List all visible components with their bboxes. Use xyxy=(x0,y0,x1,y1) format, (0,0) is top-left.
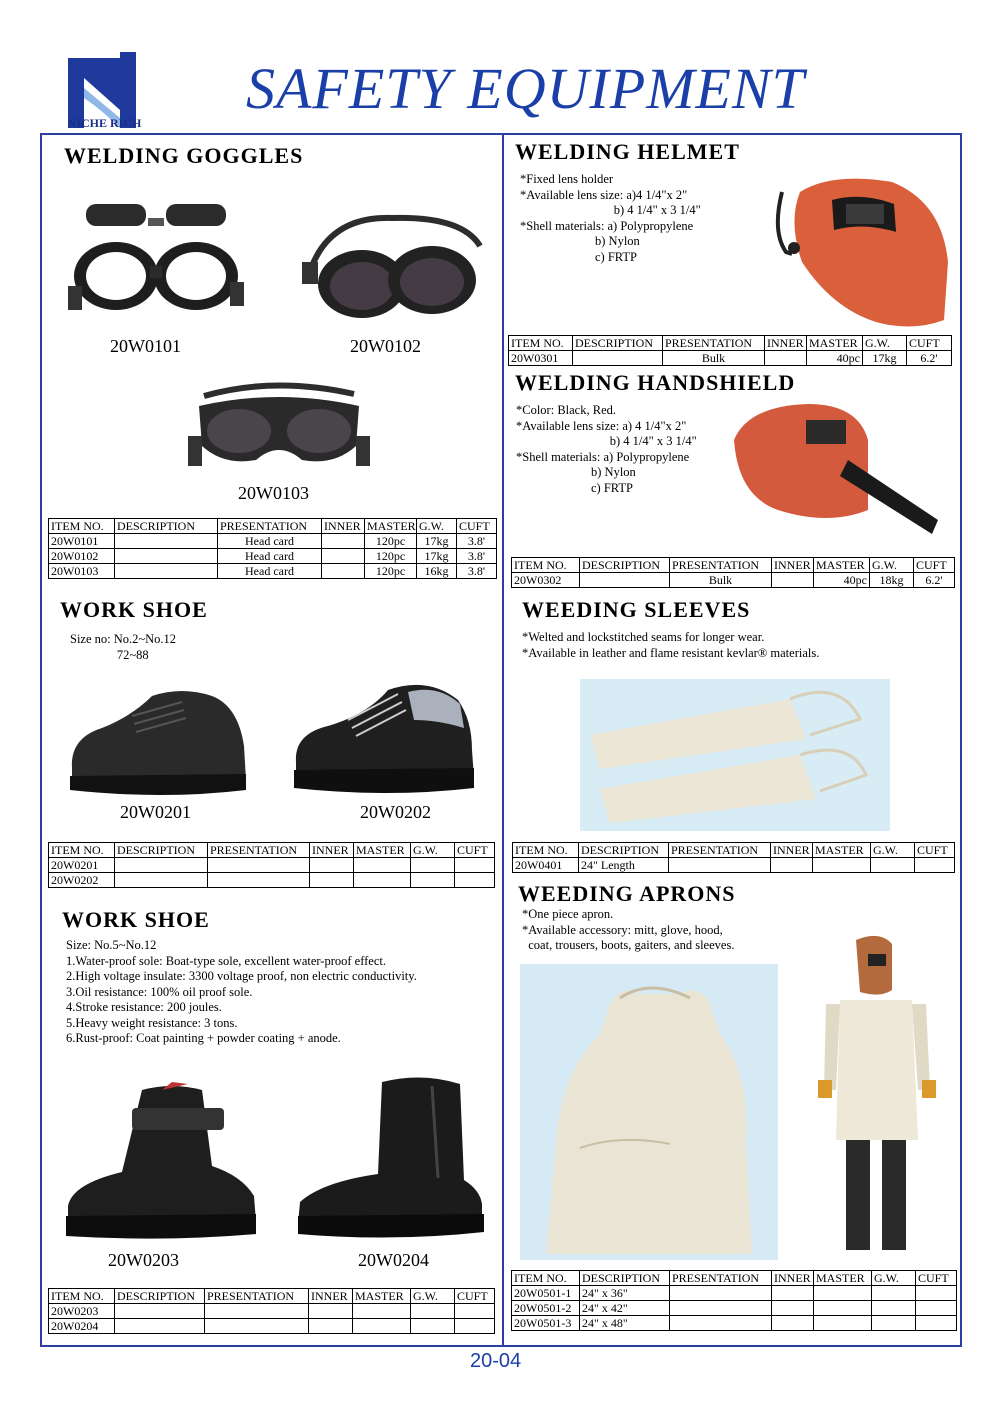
col-gw: G.W. xyxy=(411,1289,455,1304)
cell xyxy=(411,1304,455,1319)
cell: 40pc xyxy=(807,351,863,366)
col-cuft: CUFT xyxy=(915,843,955,858)
shoe-20W0202-image xyxy=(288,670,478,800)
cell: 20W0501-2 xyxy=(512,1301,580,1316)
cell xyxy=(916,1286,957,1301)
work-shoe-2-spec-table xyxy=(48,1288,495,1334)
col-master: MASTER xyxy=(353,1289,411,1304)
cell xyxy=(772,1316,814,1331)
table-row xyxy=(509,351,952,366)
cell xyxy=(205,1319,309,1334)
weeding-sleeves-desc: *Welted and lockstitched seams for longer wear. *Available in leather and flame resistant kevlar® materials. xyxy=(522,630,820,660)
cell: 20W0201 xyxy=(49,858,115,873)
page-title: SAFETY EQUIPMENT xyxy=(246,56,805,121)
cell xyxy=(455,1304,495,1319)
table-row xyxy=(512,1286,957,1301)
col-gw: G.W. xyxy=(417,519,457,534)
col-master: MASTER xyxy=(365,519,417,534)
cell xyxy=(814,1316,872,1331)
col-presentation: PRESENTATION xyxy=(670,558,772,573)
shoe-code-1: 20W0201 xyxy=(120,802,191,822)
table-header-row xyxy=(512,558,955,573)
boot-code-1: 20W0203 xyxy=(108,1250,179,1270)
table-row xyxy=(512,1301,957,1316)
boot-code-2: 20W0204 xyxy=(358,1250,429,1270)
cell xyxy=(772,573,814,588)
cell: Head card xyxy=(218,564,322,579)
cell: 24" x 36" xyxy=(580,1286,670,1301)
cell: 20W0501-1 xyxy=(512,1286,580,1301)
cell xyxy=(354,858,411,873)
col-gw: G.W. xyxy=(863,336,907,351)
col-item-no: ITEM NO. xyxy=(512,1271,580,1286)
cell: 20W0102 xyxy=(49,549,115,564)
col-description: DESCRIPTION xyxy=(115,1289,205,1304)
col-description: DESCRIPTION xyxy=(573,336,663,351)
cell xyxy=(455,1319,495,1334)
goggles-code-2: 20W0102 xyxy=(350,336,421,356)
table-row xyxy=(49,858,495,873)
welding-goggles-title: WELDING GOGGLES xyxy=(64,143,304,168)
cell: Head card xyxy=(218,549,322,564)
col-cuft: CUFT xyxy=(914,558,955,573)
col-presentation: PRESENTATION xyxy=(218,519,322,534)
col-inner: INNER xyxy=(309,1289,353,1304)
cell: 24" Length xyxy=(579,858,669,873)
col-description: DESCRIPTION xyxy=(580,558,670,573)
cell xyxy=(915,858,955,873)
cell xyxy=(872,1316,916,1331)
welding-handshield-image xyxy=(728,400,948,540)
cell xyxy=(871,858,915,873)
cell xyxy=(309,1304,353,1319)
col-inner: INNER xyxy=(310,843,354,858)
table-header-row xyxy=(49,843,495,858)
cell xyxy=(669,858,771,873)
col-master: MASTER xyxy=(814,1271,872,1286)
table-row xyxy=(512,1316,957,1331)
col-cuft: CUFT xyxy=(907,336,952,351)
cell xyxy=(310,858,354,873)
cell xyxy=(208,873,310,888)
shoe-code-2: 20W0202 xyxy=(360,802,431,822)
cell xyxy=(765,351,807,366)
cell xyxy=(309,1319,353,1334)
cell xyxy=(670,1316,772,1331)
welding-handshield-title: WELDING HANDSHIELD xyxy=(515,370,796,395)
aprons-spec-table xyxy=(511,1270,957,1331)
col-description: DESCRIPTION xyxy=(115,519,218,534)
goggles-20W0103-image xyxy=(184,376,374,480)
work-shoe-1-spec-table xyxy=(48,842,495,888)
cell: 40pc xyxy=(814,573,870,588)
cell xyxy=(115,564,218,579)
goggles-20W0102-image xyxy=(302,206,488,330)
goggles-code-3: 20W0103 xyxy=(238,483,309,503)
col-cuft: CUFT xyxy=(457,519,497,534)
col-item-no: ITEM NO. xyxy=(509,336,573,351)
cell xyxy=(455,873,495,888)
welding-helmet-image xyxy=(772,172,952,332)
cell: Head card xyxy=(218,534,322,549)
col-presentation: PRESENTATION xyxy=(208,843,310,858)
col-gw: G.W. xyxy=(411,843,455,858)
col-master: MASTER xyxy=(814,558,870,573)
table-row xyxy=(49,1319,495,1334)
col-presentation: PRESENTATION xyxy=(670,1271,772,1286)
weeding-aprons-title: WEEDING APRONS xyxy=(518,881,736,906)
weeding-aprons-desc: *One piece apron. *Available accessory: mitt, glove, hood, coat, trousers, boots, gaiters, and sleeves. xyxy=(522,907,735,952)
cell xyxy=(115,1319,205,1334)
table-row xyxy=(49,564,497,579)
sleeves-spec-table xyxy=(512,842,955,873)
cell: 120pc xyxy=(365,534,417,549)
cell: 17kg xyxy=(863,351,907,366)
col-inner: INNER xyxy=(322,519,365,534)
cell: 17kg xyxy=(417,549,457,564)
handshield-spec-table xyxy=(511,557,955,588)
cell: 16kg xyxy=(417,564,457,579)
col-cuft: CUFT xyxy=(455,843,495,858)
cell xyxy=(411,1319,455,1334)
cell xyxy=(771,858,813,873)
work-shoe-title-2: WORK SHOE xyxy=(62,907,210,932)
cell: Bulk xyxy=(663,351,765,366)
cell xyxy=(115,549,218,564)
cell: 20W0101 xyxy=(49,534,115,549)
work-shoe-title-1: WORK SHOE xyxy=(60,597,208,622)
col-description: DESCRIPTION xyxy=(115,843,208,858)
cell xyxy=(353,1304,411,1319)
apron-image xyxy=(520,964,778,1260)
welding-helmet-title: WELDING HELMET xyxy=(515,139,740,164)
cell xyxy=(322,534,365,549)
col-master: MASTER xyxy=(813,843,871,858)
cell xyxy=(872,1301,916,1316)
work-shoe-1-desc: Size no: No.2~No.12 72~88 xyxy=(70,632,177,662)
col-inner: INNER xyxy=(765,336,807,351)
table-row xyxy=(49,1304,495,1319)
cell xyxy=(772,1286,814,1301)
cell xyxy=(411,873,455,888)
cell xyxy=(115,534,218,549)
cell: 3.8' xyxy=(457,564,497,579)
cell xyxy=(115,858,208,873)
cell xyxy=(322,564,365,579)
col-cuft: CUFT xyxy=(455,1289,495,1304)
col-item-no: ITEM NO. xyxy=(49,519,115,534)
col-cuft: CUFT xyxy=(916,1271,957,1286)
table-row xyxy=(49,873,495,888)
cell: 20W0203 xyxy=(49,1304,115,1319)
cell xyxy=(670,1301,772,1316)
boot-20W0204-image xyxy=(292,1070,488,1242)
goggles-spec-table xyxy=(48,518,497,579)
table-header-row xyxy=(509,336,952,351)
cell: 24" x 42" xyxy=(580,1301,670,1316)
cell: 20W0103 xyxy=(49,564,115,579)
cell: 20W0501-3 xyxy=(512,1316,580,1331)
col-gw: G.W. xyxy=(870,558,914,573)
helmet-spec-table xyxy=(508,335,952,366)
table-row xyxy=(512,573,955,588)
cell xyxy=(208,858,310,873)
col-master: MASTER xyxy=(807,336,863,351)
cell xyxy=(916,1301,957,1316)
col-presentation: PRESENTATION xyxy=(205,1289,309,1304)
cell xyxy=(580,573,670,588)
col-item-no: ITEM NO. xyxy=(49,843,115,858)
cell: 20W0202 xyxy=(49,873,115,888)
cell: 20W0204 xyxy=(49,1319,115,1334)
cell xyxy=(205,1304,309,1319)
boot-20W0203-image xyxy=(62,1076,262,1242)
col-inner: INNER xyxy=(772,1271,814,1286)
welding-handshield-desc: *Color: Black, Red. *Available lens size: a) 4 1/4"x 2" b) 4 1/4" x 3 1/4" *Shell materials: a) Polypropylene b) Nylon c) FRTP xyxy=(516,403,697,495)
weeding-sleeves-title: WEEDING SLEEVES xyxy=(522,597,751,622)
cell xyxy=(322,549,365,564)
cell: 20W0401 xyxy=(513,858,579,873)
welding-helmet-desc: *Fixed lens holder *Available lens size: a)4 1/4"x 2" b) 4 1/4" x 3 1/4" *Shell materials: a) Polypropylene b) Nylon c) FRTP xyxy=(520,172,701,264)
cell xyxy=(354,873,411,888)
table-header-row xyxy=(49,519,497,534)
shoe-20W0201-image xyxy=(62,676,252,800)
cell: 3.8' xyxy=(457,534,497,549)
cell xyxy=(411,858,455,873)
col-inner: INNER xyxy=(771,843,813,858)
table-row xyxy=(513,858,955,873)
weeding-sleeves-image xyxy=(580,679,890,831)
cell xyxy=(353,1319,411,1334)
cell: Bulk xyxy=(670,573,772,588)
col-gw: G.W. xyxy=(872,1271,916,1286)
col-description: DESCRIPTION xyxy=(579,843,669,858)
cell: 18kg xyxy=(870,573,914,588)
table-row xyxy=(49,549,497,564)
cell: 17kg xyxy=(417,534,457,549)
table-header-row xyxy=(49,1289,495,1304)
col-presentation: PRESENTATION xyxy=(669,843,771,858)
table-header-row xyxy=(512,1271,957,1286)
col-master: MASTER xyxy=(354,843,411,858)
apron-model-image xyxy=(806,930,950,1260)
cell xyxy=(310,873,354,888)
cell: 6.2' xyxy=(914,573,955,588)
logo-text: NICHE RICH xyxy=(67,116,142,130)
cell xyxy=(772,1301,814,1316)
work-shoe-2-desc: Size: No.5~No.12 1.Water-proof sole: Boat-type sole, excellent water-proof effect. 2.High voltage insulate: 3300 voltage proof, non electric conductivity. 3.Oil resistance: 100% oil proof sole. 4.Stroke resistance: 200 joules. 5.Heavy weight resistance: 3 tons. 6.Rust-proof: Coat painting + powder coating + anode. xyxy=(66,938,417,1045)
col-inner: INNER xyxy=(772,558,814,573)
cell xyxy=(813,858,871,873)
cell xyxy=(115,873,208,888)
cell xyxy=(115,1304,205,1319)
cell: 6.2' xyxy=(907,351,952,366)
cell: 24" x 48" xyxy=(580,1316,670,1331)
cell: 120pc xyxy=(365,564,417,579)
goggles-code-1: 20W0101 xyxy=(110,336,181,356)
table-row xyxy=(49,534,497,549)
cell: 20W0301 xyxy=(509,351,573,366)
cell xyxy=(916,1316,957,1331)
col-gw: G.W. xyxy=(871,843,915,858)
cell: 20W0302 xyxy=(512,573,580,588)
table-header-row xyxy=(513,843,955,858)
cell xyxy=(872,1286,916,1301)
col-item-no: ITEM NO. xyxy=(513,843,579,858)
cell xyxy=(573,351,663,366)
page-number: 20-04 xyxy=(470,1350,522,1372)
column-divider xyxy=(502,133,504,1347)
cell xyxy=(670,1286,772,1301)
col-item-no: ITEM NO. xyxy=(512,558,580,573)
col-presentation: PRESENTATION xyxy=(663,336,765,351)
cell xyxy=(455,858,495,873)
cell xyxy=(814,1286,872,1301)
col-item-no: ITEM NO. xyxy=(49,1289,115,1304)
col-description: DESCRIPTION xyxy=(580,1271,670,1286)
cell: 120pc xyxy=(365,549,417,564)
cell xyxy=(814,1301,872,1316)
cell: 3.8' xyxy=(457,549,497,564)
goggles-20W0101-image xyxy=(66,196,246,330)
